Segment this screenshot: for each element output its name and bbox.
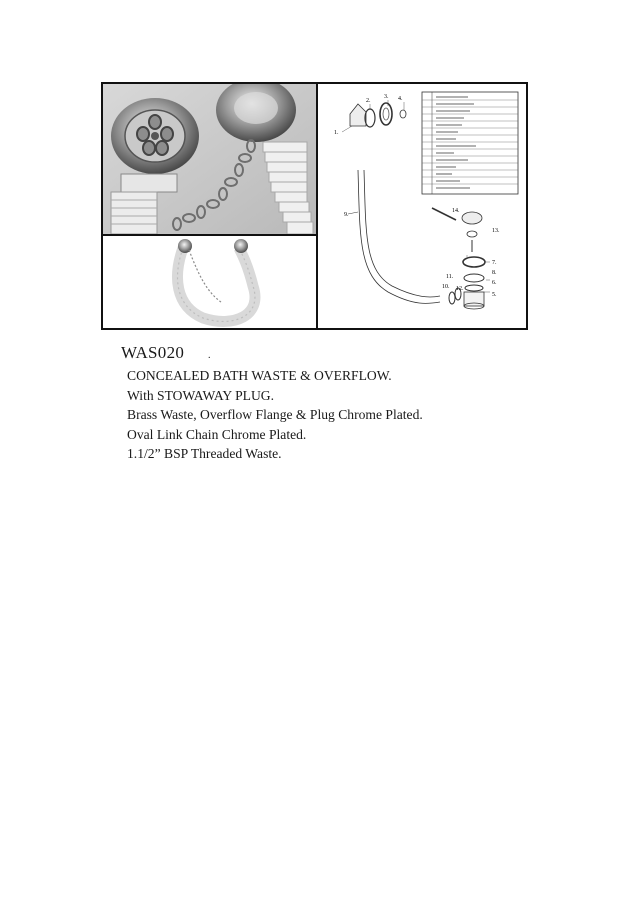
assembly-photo-illustration (103, 236, 316, 328)
label-2: 2. (366, 98, 371, 104)
label-14: 14. (452, 208, 460, 214)
product-code: WAS020 (121, 343, 185, 362)
label-4: 4. (398, 96, 403, 102)
label-6: 6. (492, 280, 497, 286)
description-line-4: Oval Link Chain Chrome Plated. (127, 426, 307, 442)
label-3: 3. (384, 94, 389, 100)
label-5: 5. (492, 292, 497, 298)
label-8: 8. (492, 270, 497, 276)
description-line-5: 1.1/2” BSP Threaded Waste. (127, 446, 282, 462)
exploded-diagram-drawing (318, 84, 526, 328)
label-11: 11. (446, 274, 454, 280)
label-7: 7. (492, 260, 497, 266)
exploded-diagram (318, 84, 526, 328)
description-line-3: Brass Waste, Overflow Flange & Plug Chrome Plated. (127, 407, 423, 423)
description-line-1: CONCEALED BATH WASTE & OVERFLOW. (127, 368, 392, 383)
label-12: 12. (456, 286, 464, 292)
waste-plug-photo-illustration (103, 84, 316, 234)
label-1: 1. (334, 130, 339, 136)
label-9: 9. (344, 212, 349, 218)
description-line-2: With STOWAWAY PLUG. (127, 387, 275, 403)
product-description (127, 366, 423, 464)
product-image-frame (101, 82, 528, 330)
stray-mark: . (208, 350, 211, 361)
label-13: 13. (492, 228, 500, 234)
waste-plug-photo (103, 84, 316, 234)
assembly-photo (103, 236, 316, 328)
label-10: 10. (442, 284, 450, 290)
